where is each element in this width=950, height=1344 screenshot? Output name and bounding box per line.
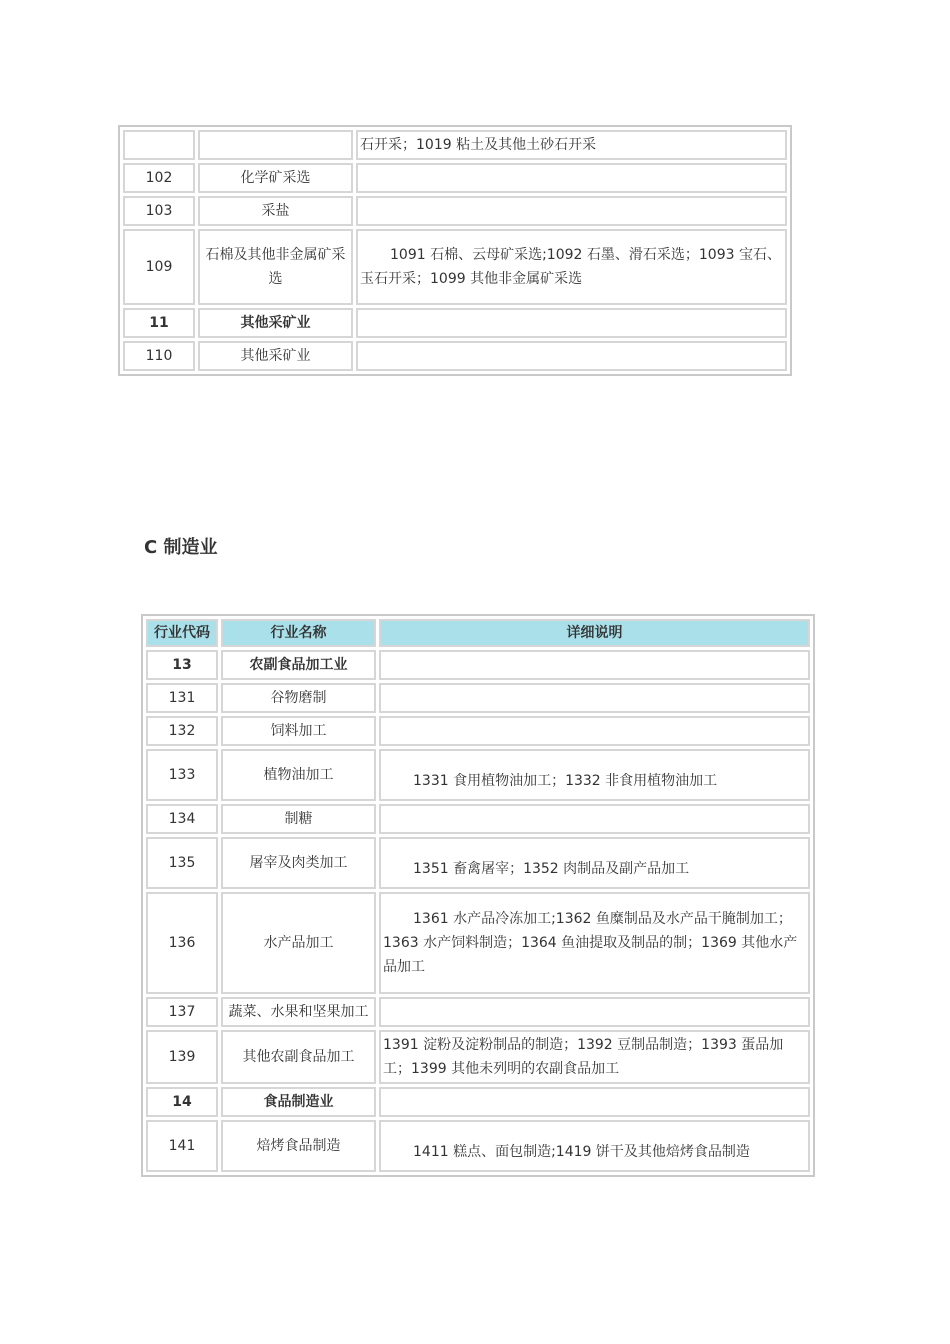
- industry-code: 103: [123, 196, 195, 226]
- header-description: 详细说明: [379, 619, 810, 647]
- industry-name: 焙烤食品制造: [221, 1120, 376, 1172]
- mining-table: [118, 125, 792, 376]
- manufacturing-table: [141, 614, 815, 1177]
- industry-name: 屠宰及肉类加工: [221, 837, 376, 889]
- industry-description: 1411 糕点、面包制造;1419 饼干及其他焙烤食品制造: [379, 1120, 810, 1172]
- industry-name: 其他采矿业: [198, 341, 353, 371]
- industry-description: [356, 196, 787, 226]
- industry-code: 136: [146, 892, 218, 994]
- industry-name: 其他农副食品加工: [221, 1030, 376, 1084]
- header-name: 行业名称: [221, 619, 376, 647]
- industry-code: [123, 130, 195, 160]
- table-row: [123, 341, 787, 371]
- industry-name: 化学矿采选: [198, 163, 353, 193]
- industry-description: 1331 食用植物油加工；1332 非食用植物油加工: [379, 749, 810, 801]
- industry-description: [356, 163, 787, 193]
- industry-code: 131: [146, 683, 218, 713]
- industry-code: 134: [146, 804, 218, 834]
- table-row: [146, 997, 810, 1027]
- industry-description: [379, 804, 810, 834]
- industry-description: 石开采；1019 粘土及其他土砂石开采: [356, 130, 787, 160]
- table-row: [146, 1120, 810, 1172]
- industry-name: 水产品加工: [221, 892, 376, 994]
- table-row: [123, 130, 787, 160]
- industry-code: 141: [146, 1120, 218, 1172]
- industry-code: 11: [123, 308, 195, 338]
- industry-code: 137: [146, 997, 218, 1027]
- industry-name: 农副食品加工业: [221, 650, 376, 680]
- header-code: 行业代码: [146, 619, 218, 647]
- industry-name: 其他采矿业: [198, 308, 353, 338]
- table-row: [146, 1087, 810, 1117]
- industry-name: 食品制造业: [221, 1087, 376, 1117]
- industry-description: [356, 308, 787, 338]
- table-row: [123, 229, 787, 305]
- industry-code: 133: [146, 749, 218, 801]
- industry-code: 135: [146, 837, 218, 889]
- table-row: [146, 716, 810, 746]
- industry-code: 110: [123, 341, 195, 371]
- table-row: [146, 892, 810, 994]
- table-row: [146, 650, 810, 680]
- industry-name: 饲料加工: [221, 716, 376, 746]
- industry-name: [198, 130, 353, 160]
- industry-description: [379, 683, 810, 713]
- industry-description: [379, 1087, 810, 1117]
- industry-name: 蔬菜、水果和坚果加工: [221, 997, 376, 1027]
- industry-code: 109: [123, 229, 195, 305]
- industry-name: 采盐: [198, 196, 353, 226]
- industry-description: 1391 淀粉及淀粉制品的制造；1392 豆制品制造；1393 蛋品加工；1399 其他未列明的农副食品加工: [379, 1030, 810, 1084]
- table-row: [146, 804, 810, 834]
- section-heading: C 制造业: [144, 537, 218, 558]
- table-row: [146, 1030, 810, 1084]
- industry-description: 1091 石棉、云母矿采选;1092 石墨、滑石采选；1093 宝石、玉石开采；1099 其他非金属矿采选: [356, 229, 787, 305]
- table-header-row: [146, 619, 810, 647]
- industry-description: 1351 畜禽屠宰；1352 肉制品及副产品加工: [379, 837, 810, 889]
- table-row: [123, 163, 787, 193]
- table-row: [146, 683, 810, 713]
- table-row: [123, 308, 787, 338]
- industry-code: 139: [146, 1030, 218, 1084]
- table-row: [123, 196, 787, 226]
- industry-description: [356, 341, 787, 371]
- industry-name: 植物油加工: [221, 749, 376, 801]
- industry-description: [379, 650, 810, 680]
- table-row: [146, 837, 810, 889]
- industry-code: 14: [146, 1087, 218, 1117]
- industry-code: 102: [123, 163, 195, 193]
- table-row: [146, 749, 810, 801]
- industry-description: [379, 716, 810, 746]
- industry-code: 13: [146, 650, 218, 680]
- industry-description: 1361 水产品冷冻加工;1362 鱼糜制品及水产品干腌制加工；1363 水产饲料制造；1364 鱼油提取及制品的制；1369 其他水产品加工: [379, 892, 810, 994]
- industry-name: 谷物磨制: [221, 683, 376, 713]
- industry-name: 石棉及其他非金属矿采选: [198, 229, 353, 305]
- industry-name: 制糖: [221, 804, 376, 834]
- industry-description: [379, 997, 810, 1027]
- industry-code: 132: [146, 716, 218, 746]
